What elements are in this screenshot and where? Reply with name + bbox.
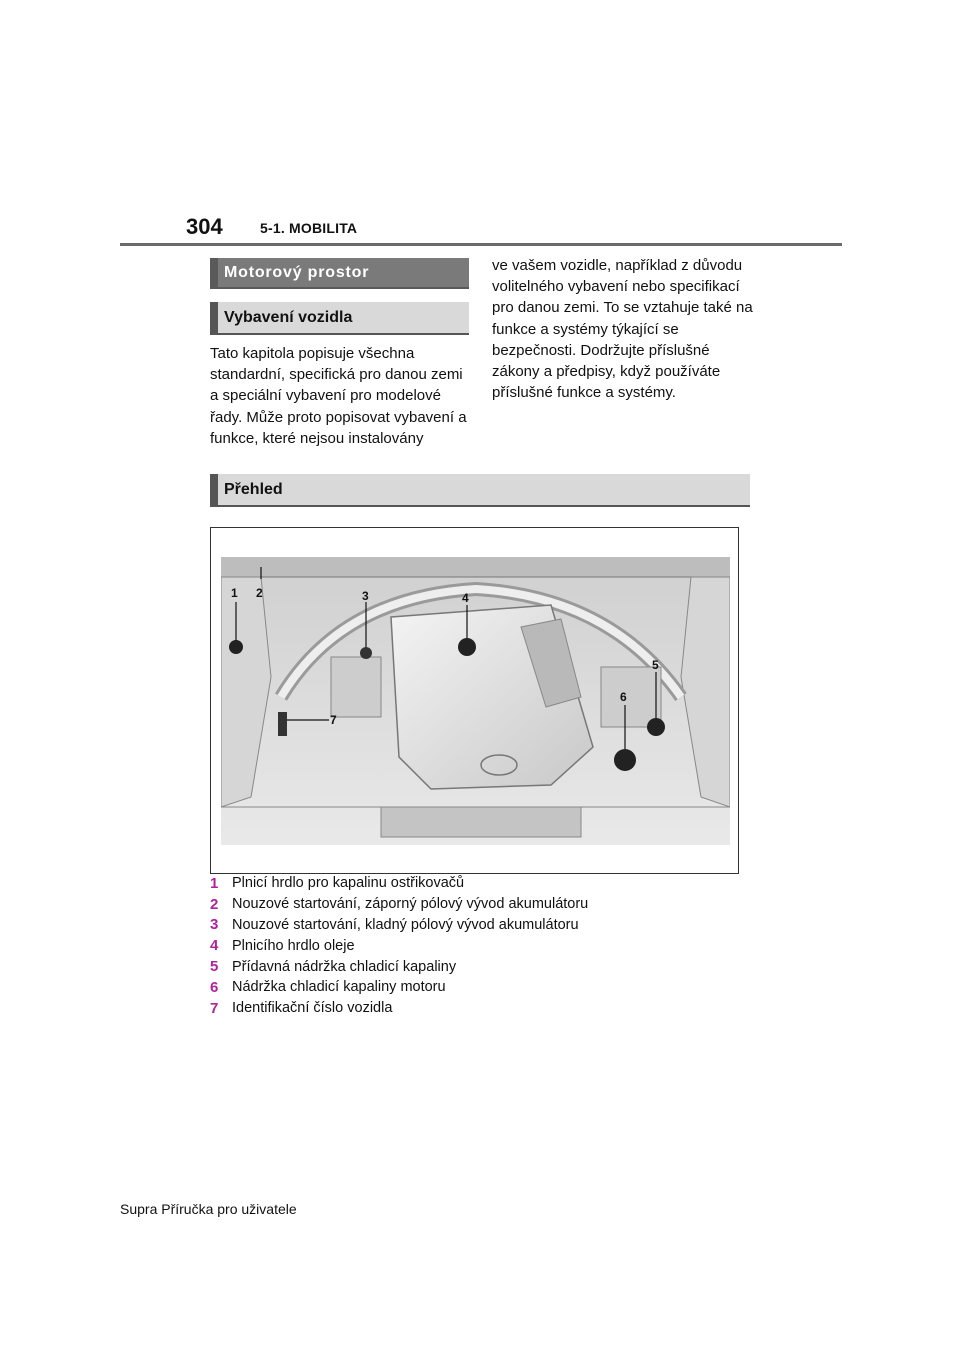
legend-item	[210, 873, 750, 894]
heading-overview: Přehled	[210, 474, 750, 507]
legend-number: 3	[210, 916, 219, 934]
legend-number: 4	[210, 937, 219, 955]
legend-number: 7	[210, 999, 219, 1017]
header-rule	[120, 243, 842, 246]
engine-bay-illustration	[221, 557, 730, 845]
legend-text: Nádržka chladicí kapaliny motoru	[232, 979, 446, 996]
legend-text: Plnicí hrdlo pro kapalinu ostřikovačů	[232, 875, 465, 892]
legend-item	[210, 894, 750, 915]
intro-right-column: ve vašem vozidle, například z důvodu volitelného vybavení nebo specifikací pro danou zemi. To se vztahuje také na funkce a systémy týkající se bezpečnosti. Dodržujte příslušné zákony a předpisy, když používáte příslušné funkce a systémy.	[492, 257, 753, 402]
legend-text: Plnicího hrdlo oleje	[232, 937, 355, 954]
legend-text: Identifikační číslo vozidla	[232, 1000, 393, 1017]
callout-5: 5	[652, 658, 659, 672]
engine-bay-figure	[210, 527, 739, 874]
legend-number: 2	[210, 895, 219, 913]
footer-manual-title: Supra Příručka pro uživatele	[120, 1201, 297, 1217]
section-label: 5-1. MOBILITA	[260, 220, 358, 236]
legend-text: Nouzové startování, kladný pólový vývod akumulátoru	[232, 916, 579, 933]
legend-number: 1	[210, 874, 219, 892]
page-number: 304	[186, 214, 223, 239]
heading-vehicle-equipment: Vybavení vozidla	[210, 302, 469, 335]
callout-1: 1	[231, 586, 238, 600]
legend-item	[210, 998, 750, 1019]
callout-3: 3	[362, 589, 369, 603]
intro-left-column: Tato kapitola popisuje všechna standardní, specifická pro danou zemi a speciální vybavení pro modelové řady. Může proto popisovat vybavení a funkce, které nejsou instalovány	[210, 345, 467, 447]
legend-number: 5	[210, 958, 219, 976]
callout-4: 4	[462, 591, 469, 605]
heading-engine-compartment: Motorový prostor	[210, 258, 469, 289]
callout-7: 7	[330, 713, 337, 727]
legend-text: Nouzové startování, záporný pólový vývod akumulátoru	[232, 896, 589, 913]
legend-text: Přídavná nádržka chladicí kapaliny	[232, 958, 457, 975]
legend-item	[210, 956, 750, 977]
callout-6: 6	[620, 690, 627, 704]
legend-number: 6	[210, 978, 219, 996]
legend-item	[210, 977, 750, 998]
figure-legend	[210, 873, 750, 1019]
callout-2: 2	[256, 586, 263, 600]
legend-item	[210, 935, 750, 956]
legend-item	[210, 915, 750, 936]
